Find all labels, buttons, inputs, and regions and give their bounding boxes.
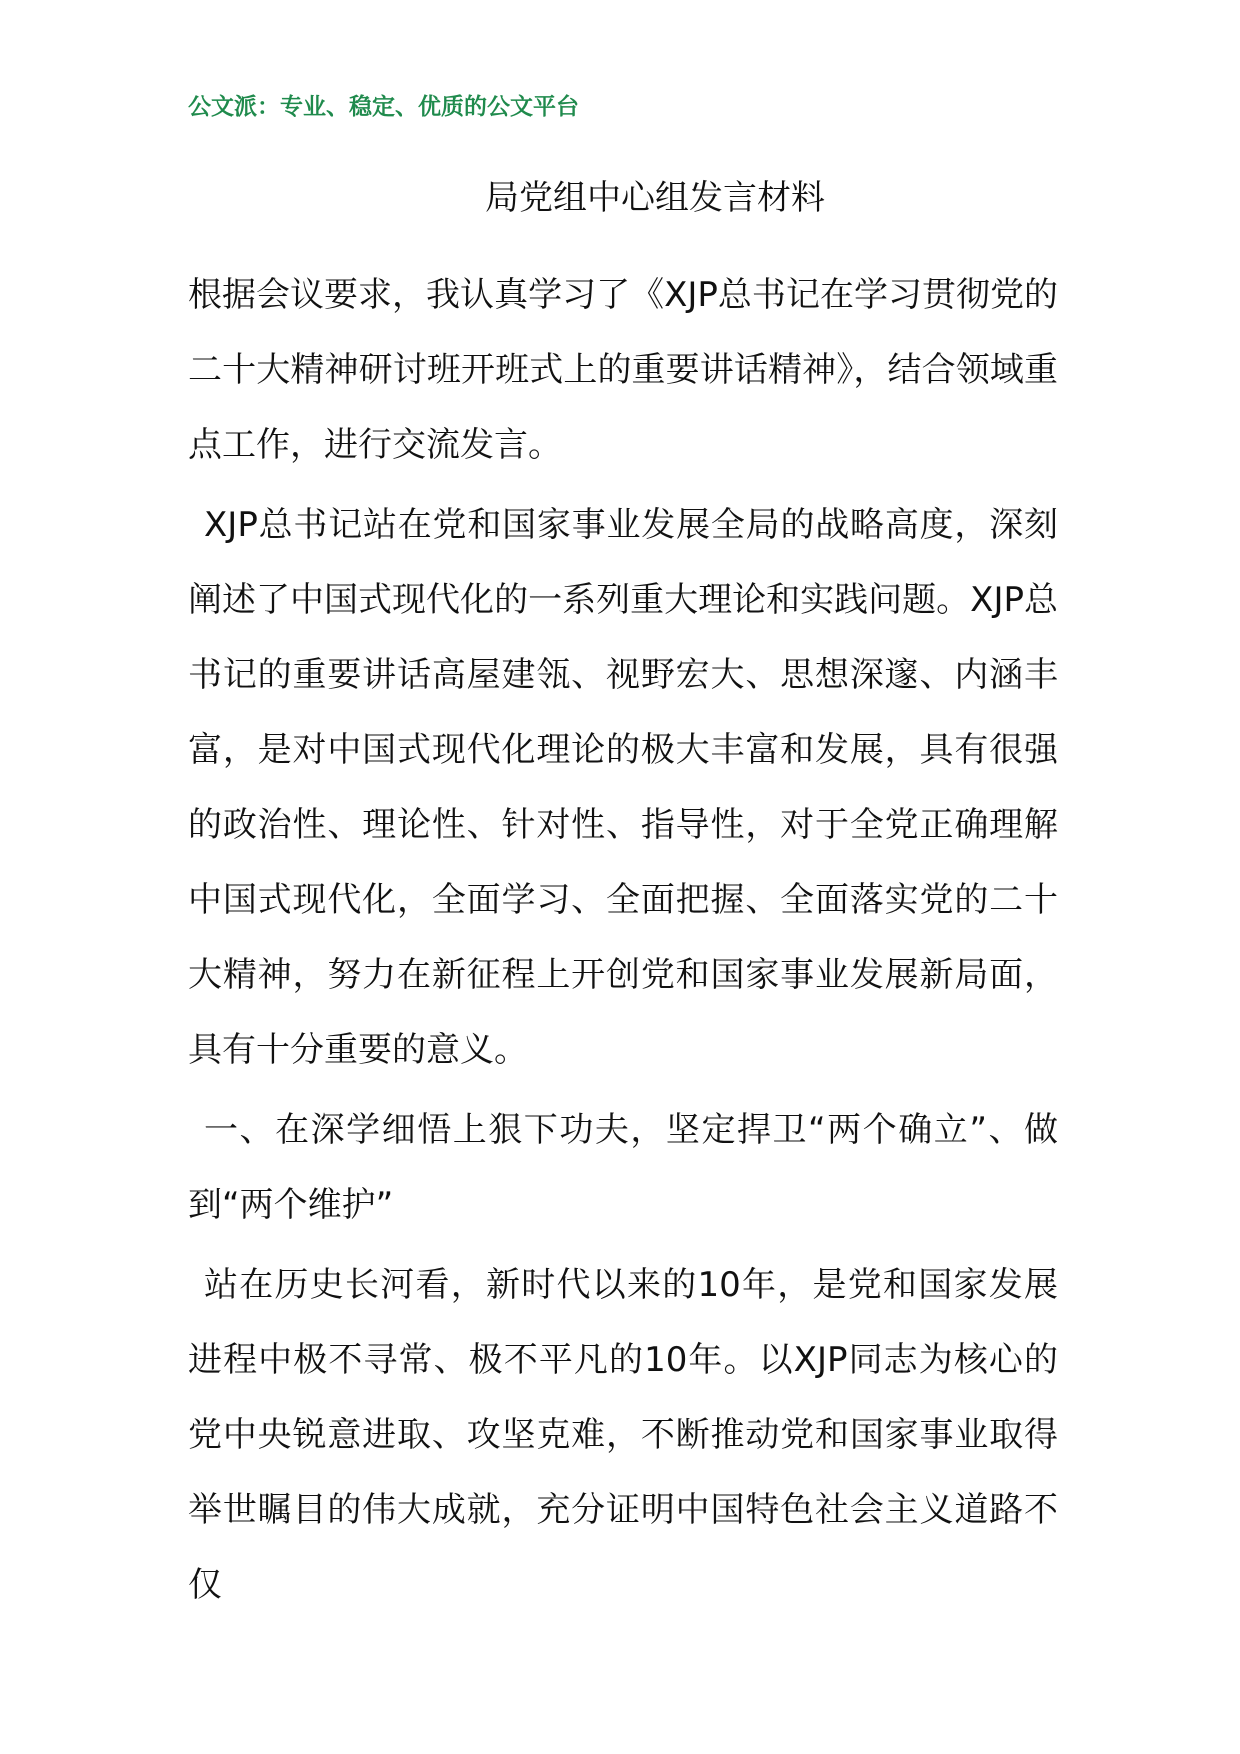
paragraph-intro: 根据会议要求，我认真学习了《XJP总书记在学习贯彻党的二十大精神研讨班开班式上的重要讲话精神》，结合领域重点工作，进行交流发言。 xyxy=(188,275,1058,465)
paragraph-significance: XJP总书记站在党和国家事业发展全局的战略高度，深刻阐述了中国式现代化的一系列重大理论和实践问题。XJP总书记的重要讲话高屋建瓴、视野宏大、思想深邃、内涵丰富，是对中国式现代化理论的极大丰富和发展，具有很强的政治性、理论性、针对性、指导性，对于全党正确理解中国式现代化，全面学习、全面把握、全面落实党的二十大精神，努力在新征程上开创党和国家事业发展新局面，具有十分重要的意义。 xyxy=(188,505,1058,1070)
section-heading-1: 一、在深学细悟上狠下功夫，坚定捍卫“两个确立”、做到“两个维护” xyxy=(188,1110,1058,1225)
document-title: 局党组中心组发言材料 xyxy=(485,178,825,218)
brand-header: 公文派：专业、稳定、优质的公文平台 xyxy=(188,94,579,120)
document-body xyxy=(188,258,1058,1623)
paragraph-history: 站在历史长河看，新时代以来的10年，是党和国家发展进程中极不寻常、极不平凡的10年。以XJP同志为核心的党中央锐意进取、攻坚克难，不断推动党和国家事业取得举世瞩目的伟大成就，充分证明中国特色社会主义道路不仅 xyxy=(188,1265,1058,1605)
